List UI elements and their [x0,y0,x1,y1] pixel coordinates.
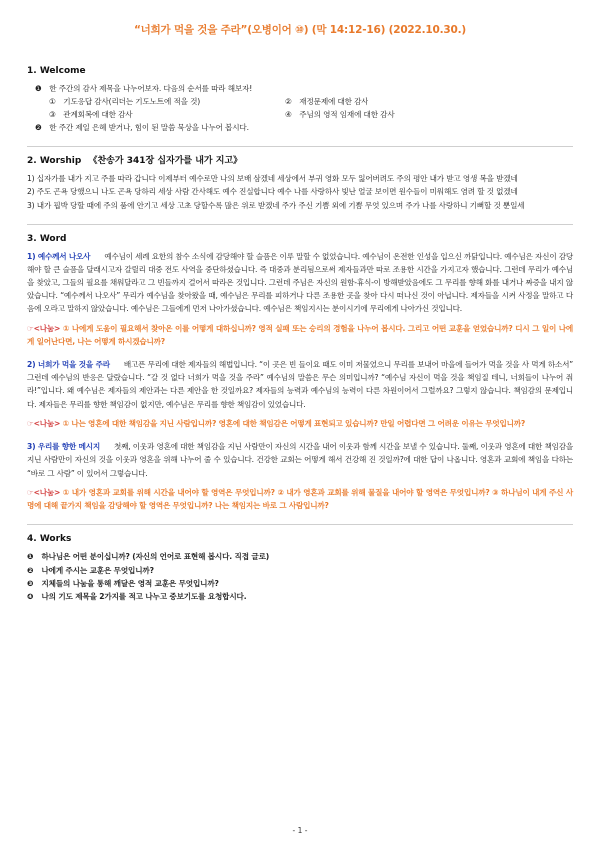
word-point-1 [27,250,573,316]
welcome-item-marker: ③ [49,110,56,120]
welcome-item-text: 재정문제에 대한 감사 [299,97,369,107]
hymn-verse: 1) 십자가를 내가 지고 주를 따라 갑니다 이제부터 예수로만 나의 보배 삼겠네 세상에서 부귀 영화 모두 잃어버려도 주의 평안 내가 받고 영생 복을 받겠네 [27,174,518,184]
welcome-item-text: 주님의 영적 임재에 대한 감사 [299,110,395,120]
welcome-item-marker: ② [285,97,292,107]
word-point-body: 예수님이 세례 요한의 참수 소식에 감당해야 할 슬픔은 이루 말할 수 없었습니다. 예수님이 온전한 인성을 입으신 까닭입니다. 예수님은 자신이 감당해야 할 큰 슬픔을 달래시고자 갈릴리 대중 전도 사역을 중단하셨습니다. 즉 대중과 분리됨으로써 제자들과만 따로 조용한 시간을 가지고자 했습니다. 그런데 무리가 예수님을 찾았고, 그들의 필요를 채워달라고 그 빈들까지 걸어서 따라온 것입니다. 그런데 주님은 자신의 원함-휴식-이 방해받았음에도 그 무리를 향해 화를 내거나 짜증을 내지 않았습니다. “예수께서 나오사” 무리가 예수님을 찾아왔을 때, 예수님은 무리를 피하거나 다른 조용한 곳을 찾아 다시 떠나신 것이 아닙니다. 제자들을 시켜 사정을 말하고 다음에 오라고 말하지 않았습니다. 예수님은 그들에게 먼저 나아가셨습니다. 예수님은 책임지시는 분이시기에 무리에게 나아가신 것입니다. [27,251,573,314]
welcome-item-marker: ④ [285,110,292,120]
word-point-body: 배고픈 무리에 대한 제자들의 해법입니다. “이 곳은 빈 들이요 때도 이미 저물었으니 무리를 보내어 마을에 들어가 먹을 것을 사 먹게 하소서” 그런데 예수님의 반응은 달랐습니다. “갈 것 없다 너희가 먹을 것을 주라” 예수님의 말씀은 무슨 의미입니까? “예수님 자신이 먹을 것을 책임질 테니, 너희들이 나누어 줘라!”입니다. 왜 예수님은 제자들의 제안과는 다른 제안을 한 것일까요? 제자들의 능력과 예수님의 능력이 다른 차원이어서 그럴까요? 그렇지 않습니다. 책임감의 문제입니다. 제자들은 무리를 향한 책임감이 없지만, 예수님은 무리를 향한 책임감이 있었습니다. [27,360,573,409]
works-item-marker: ❶ [27,552,34,562]
welcome-item [49,95,285,108]
works-item [27,550,573,563]
worship-section [27,155,573,211]
sharing-text: ① 나에게 도움이 필요해서 찾아온 이를 어떻게 대하십니까? 영적 실패 또는 승리의 경험을 나누어 봅시다. 그리고 어떤 교훈을 얻었습니까? 디시 그 일이 나에게 일어난다면, 나는 어떻게 하시겠습니까? [27,323,573,346]
welcome-item-text: 관계회복에 대한 감사 [63,110,133,120]
welcome-second [27,121,573,134]
works-item-text: 하나님은 어떤 분이십니까? (자신의 언어로 표현해 봅시다. 직접 글로) [41,552,270,562]
welcome-second-marker: ❷ [35,123,42,133]
word-point-title: 1) 예수께서 나오사 [27,251,91,261]
works-item [27,590,573,603]
welcome-item-text: 기도응답 감사(리더는 기도노트에 적을 것) [63,97,201,107]
works-item-text: 지체들의 나눔을 통해 깨달은 영적 교훈은 무엇입니까? [41,578,219,588]
sharing-tag: ☞<나눔> [27,418,61,428]
welcome-section [27,65,573,134]
worship-heading: 2. Worship [27,156,82,167]
works-item-marker: ❸ [27,578,34,588]
works-item [27,577,573,590]
word-point-title: 2) 너희가 먹을 것을 주라 [27,360,110,370]
hymn-verse: 3) 내가 핍박 당할 때에 주의 품에 안기고 세상 고초 당할수록 많은 위로 받겠네 주가 주신 기쁨 외에 기쁨 무엇 있으며 주가 나를 사랑하니 기뻐할 것 뿐일세 [27,200,525,210]
worship-heading-row [27,155,573,167]
word-point-body: 첫째, 이웃과 영혼에 대한 책임감을 지닌 사람만이 자신의 시간을 내어 이웃과 함께 시간을 보낼 수 있습니다. 둘째, 이웃과 영혼에 대한 책임감을 지닌 사람만이 자신의 것을 이웃과 영혼을 위해 나누어 줄 수 있습니다. 건강한 교회는 어떻게 해서 건강해 진 것일까?에 대한 답이 나옵니다. 영혼과 교회에 책임을 다하는 “바로 그 사람” 이 있어서 그렇습니다. [27,442,573,478]
welcome-item [285,95,368,108]
sharing-question [27,486,573,512]
word-point-3 [27,440,573,480]
works-item [27,564,573,577]
welcome-item [49,108,285,121]
welcome-intro-marker: ❶ [35,84,42,93]
page-number: - 1 - [292,826,308,835]
word-section [27,233,573,512]
welcome-item [285,108,395,121]
word-heading: 3. Word [27,233,67,244]
section-divider [27,524,573,525]
word-point-2 [27,358,573,411]
section-divider [27,146,573,147]
works-item-text: 나에게 주시는 교훈은 무엇입니까? [41,565,154,575]
works-heading: 4. Works [27,534,72,545]
sharing-question [27,417,573,430]
works-item-marker: ❹ [27,592,34,602]
welcome-list-row-2 [27,108,573,121]
sharing-tag: ☞<나눔> [27,323,61,333]
word-point-title: 3) 우리를 향한 메시지 [27,442,100,452]
works-section [27,533,573,604]
welcome-intro [27,82,573,95]
welcome-list-row-1 [27,95,573,108]
welcome-item-marker: ① [49,97,56,107]
welcome-second-text: 한 주간 제일 은혜 받거나, 힘이 된 말씀 묵상을 나누어 봅시다. [49,123,249,133]
section-divider [27,224,573,225]
welcome-heading: 1. Welcome [27,66,86,76]
sharing-question [27,322,573,348]
sharing-text: ① 내가 영혼과 교회를 위해 시간을 내어야 할 영역은 무엇입니까? ② 내가 영혼과 교회를 위해 물질을 내어야 할 영역은 무엇입니까? ③ 하나님이 내게 주신 사명에 대해 끝가지 책임을 감당해야 할 영역은 무엇입니까? 나는 책임지는 바로 그 사람입니까? [27,487,573,510]
works-item-text: 나의 기도 제목을 2가지를 적고 나누고 중보기도를 요청합시다. [41,592,247,602]
works-item-marker: ❷ [27,565,34,575]
hymn-verse: 2) 주도 곤욕 당했으니 나도 곤욕 당하리 세상 사람 간사해도 예수 진실합니다 예수 나를 사랑하사 빛난 얼굴 보이면 원수들이 미워해도 염려 할 것 없겠네 [27,187,518,197]
page-title: “너희가 먹을 것을 주라”(오병이어 ⑩) (막 14:12-16) (2022.10.30.) [133,24,467,36]
hymn-title: 《찬송가 341장 십자가를 내가 지고》 [88,156,243,167]
sharing-tag: ☞<나눔> [27,487,61,497]
sharing-text: ① 나는 영혼에 대한 책임감을 지닌 사람입니까? 영혼에 대한 책임감은 어떻게 표현되고 있습니까? 만일 어렵다면 그 어려운 이유는 무엇입니까? [62,418,526,428]
welcome-intro-text: 한 주간의 감사 제목을 나누어보자. 다음의 순서를 따라 해보자! [49,84,253,93]
